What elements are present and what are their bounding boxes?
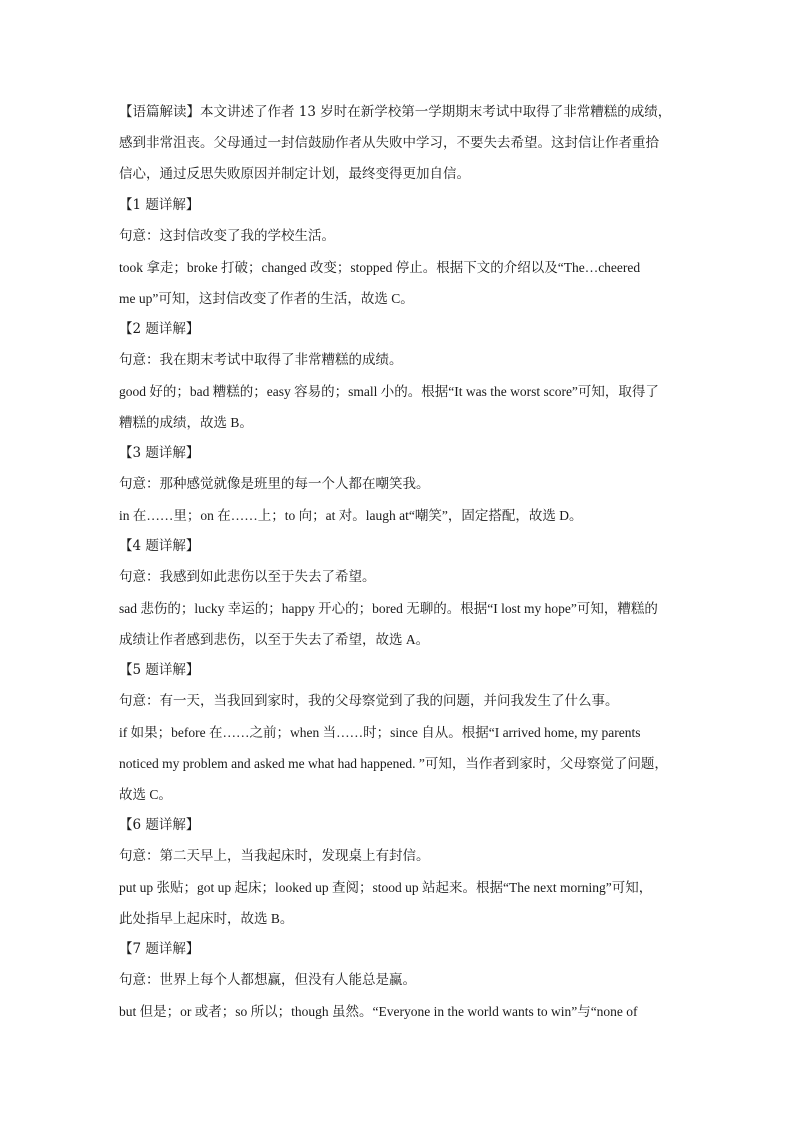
q3-heading: 【3 题详解】 [119,445,200,461]
q5-explanation-line-3: 故选 C。 [119,787,172,802]
q1-meaning: 句意：这封信改变了我的学校生活。 [119,228,335,244]
q6-explanation-line-1: put up 张贴；got up 起床；looked up 查阅；stood up 站起来。根据“The next morning”可知， [119,880,653,895]
q5-explanation-line-1: if 如果；before 在……之前；when 当……时；since 自从。根据“I arrived home, my parents [119,725,641,740]
intro-line-1: 【语篇解读】本文讲述了作者 13 岁时在新学校第一学期期末考试中取得了非常糟糕的成绩， [119,104,672,120]
q4-explanation-line-1: sad 悲伤的；lucky 幸运的；happy 开心的；bored 无聊的。根据“I lost my hope”可知，糟糕的 [119,601,658,616]
q1-explanation-line-2: me up”可知，这封信改变了作者的生活，故选 C。 [119,291,414,306]
q3-meaning: 句意：那种感觉就像是班里的每一个人都在嘲笑我。 [119,476,430,492]
intro-line-2: 感到非常沮丧。父母通过一封信鼓励作者从失败中学习，不要失去希望。这封信让作者重拾 [119,135,659,151]
q4-heading: 【4 题详解】 [119,538,200,554]
q7-explanation-line-1: but 但是；or 或者；so 所以；though 虽然。“Everyone in the world wants to win”与“none of [119,1004,638,1019]
q2-explanation-line-2: 糟糕的成绩，故选 B。 [119,415,253,430]
q1-explanation-line-1: took 拿走；broke 打破；changed 改变；stopped 停止。根据下文的介绍以及“The…cheered [119,260,641,275]
q4-meaning: 句意：我感到如此悲伤以至于失去了希望。 [119,569,376,585]
q6-meaning: 句意：第二天早上，当我起床时，发现桌上有封信。 [119,848,430,864]
q3-explanation-line-1: in 在……里；on 在……上；to 向；at 对。laugh at“嘲笑”，固定搭配，故选 D。 [119,508,583,523]
q4-explanation-line-2: 成绩让作者感到悲伤，以至于失去了希望，故选 A。 [119,632,430,647]
q2-heading: 【2 题详解】 [119,321,200,337]
q7-meaning: 句意：世界上每个人都想赢，但没有人能总是赢。 [119,972,416,988]
q1-heading: 【1 题详解】 [119,197,200,213]
q2-meaning: 句意：我在期末考试中取得了非常糟糕的成绩。 [119,352,403,368]
q2-explanation-line-1: good 好的；bad 糟糕的；easy 容易的；small 小的。根据“It was the worst score”可知，取得了 [119,384,659,399]
q5-meaning: 句意：有一天，当我回到家时，我的父母察觉到了我的问题，并问我发生了什么事。 [119,693,619,709]
q5-heading: 【5 题详解】 [119,662,200,678]
q7-heading: 【7 题详解】 [119,941,200,957]
intro-line-3: 信心，通过反思失败原因并制定计划，最终变得更加自信。 [119,166,470,182]
q6-heading: 【6 题详解】 [119,817,200,833]
q5-explanation-line-2: noticed my problem and asked me what had happened. ”可知，当作者到家时，父母察觉了问题， [119,756,668,771]
q6-explanation-line-2: 此处指早上起床时，故选 B。 [119,911,294,926]
document-body [119,97,679,1027]
